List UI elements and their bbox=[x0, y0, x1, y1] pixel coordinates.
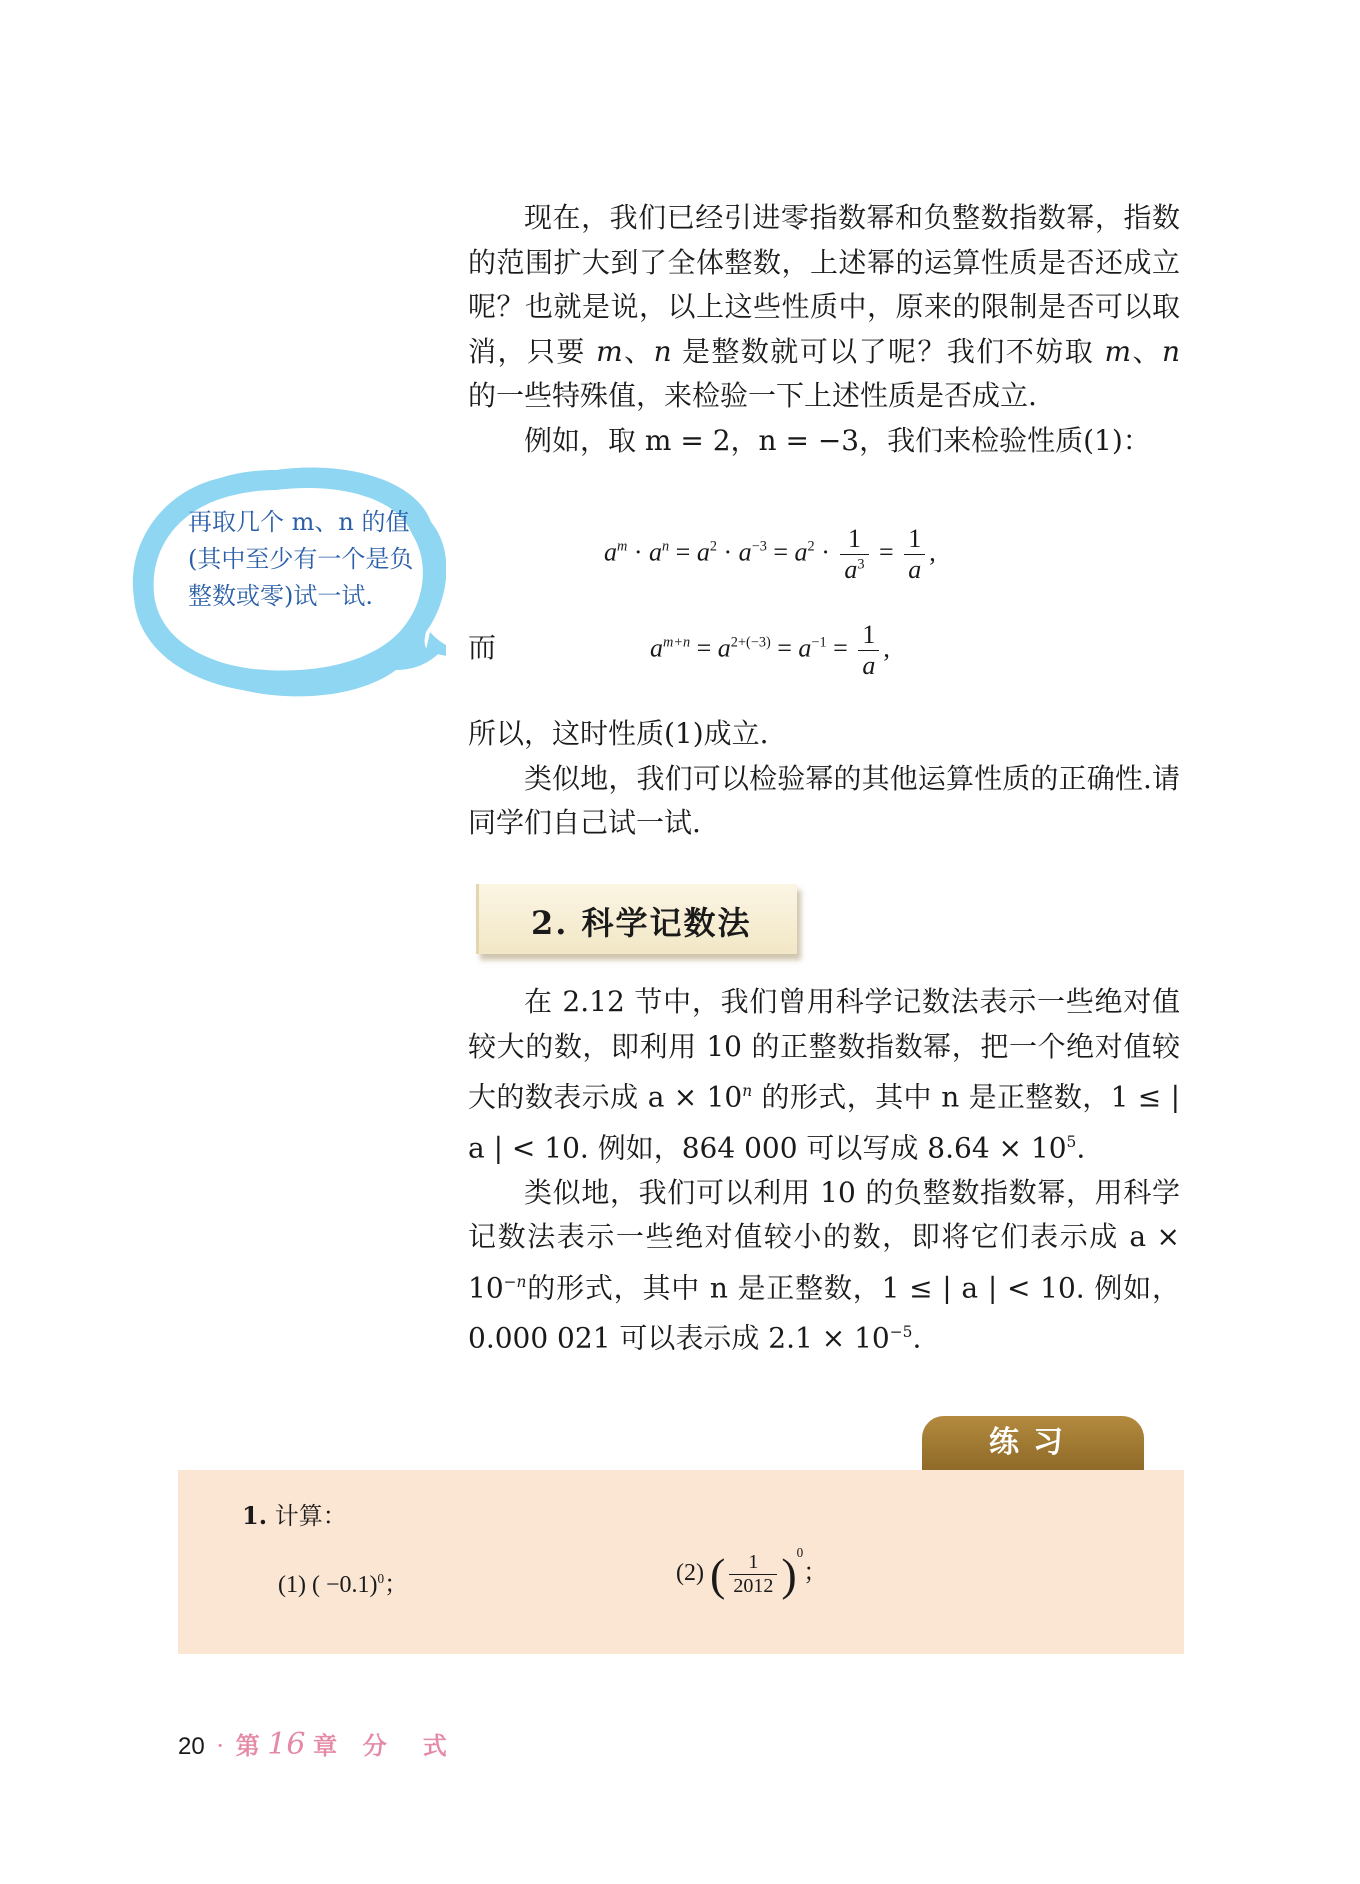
paragraph: 现在，我们已经引进零指数幂和负整数指数幂，指数的范围扩大到了全体整数，上述幂的运算性质是否还成立呢？也就是说，以上这些性质中，原来的限制是否可以取消，只要 m、n 是整数就可以了呢？我们不妨取 m、n 的一些特殊值，来检验一下上述性质是否成立. bbox=[468, 201, 1180, 412]
equation-2-label: 而 bbox=[468, 633, 497, 664]
exercise-tab: 练习 bbox=[922, 1416, 1144, 1470]
text-block-1 bbox=[468, 196, 1180, 463]
paragraph: 类似地，我们可以检验幂的其他运算性质的正确性.请同学们自己试一试. bbox=[468, 761, 1180, 839]
fraction: $\frac{1}{2012}$ bbox=[729, 1551, 777, 1598]
bubble-text: 再取几个 m、n 的值(其中至少有一个是负整数或零)试一试. bbox=[188, 508, 414, 610]
text-block-2 bbox=[468, 712, 1180, 846]
equation-1: $a^m \cdot a^n = a^2 \cdot a^{-3} = a^2$ · $\frac{1}{a^3}$ = $\frac{1}{a}$ , bbox=[604, 524, 936, 584]
exercise-panel bbox=[178, 1470, 1184, 1654]
exercise-question: 1. 计算： bbox=[242, 1501, 347, 1530]
fraction: $\frac{1}{a^3}$ bbox=[840, 524, 868, 585]
paragraph: 类似地，我们可以利用 10 的负整数指数幂，用科学记数法表示一些绝对值较小的数，即将它们表示成 $a \times 10^{-n}$的形式，其中 n 是正整数，1 ≤ | a | < 10. 例如，0.000 021 可以表示成 $2.1 \times 10^{-5}$. bbox=[468, 1175, 1180, 1355]
exercise-item-1: (1) ( −0.1)$^0$； bbox=[278, 1571, 409, 1598]
chapter-number: 16 bbox=[267, 1727, 306, 1762]
section-heading-box bbox=[476, 884, 797, 954]
fraction: $\frac{1}{a}$ bbox=[858, 620, 879, 681]
paragraph: 在 2.12 节中，我们曾用科学记数法表示一些绝对值较大的数，即利用 10 的正整数指数幂，把一个绝对值较大的数表示成 $a \times 10^n$ 的形式，其中 n 是正整数，1 ≤ | a | < 10. 例如，864 000 可以写成 $8.64 \times 10^5$. bbox=[468, 985, 1180, 1165]
text-block-3 bbox=[468, 980, 1180, 1361]
page-footer: 20 · 第 16 章 分 式 bbox=[178, 1727, 453, 1762]
exercise-item-2: (2) ( $\frac{1}{2012}$ )$^0$； bbox=[676, 1545, 828, 1600]
page-number: 20 bbox=[178, 1733, 205, 1760]
paragraph: 所以，这时性质(1)成立. bbox=[468, 717, 769, 750]
chapter-title: 分 式 bbox=[362, 1731, 453, 1760]
fraction: $\frac{1}{a}$ bbox=[904, 524, 925, 585]
equation-2: $a^{m+n} = a^{2+(-3)} = a^{-1}$ = $\frac{1}{a}$ , bbox=[650, 620, 890, 680]
section-heading: 2. 科学记数法 bbox=[531, 904, 752, 942]
paragraph: 例如，取 m = 2，n = −3，我们来检验性质(1)： bbox=[524, 423, 1151, 457]
